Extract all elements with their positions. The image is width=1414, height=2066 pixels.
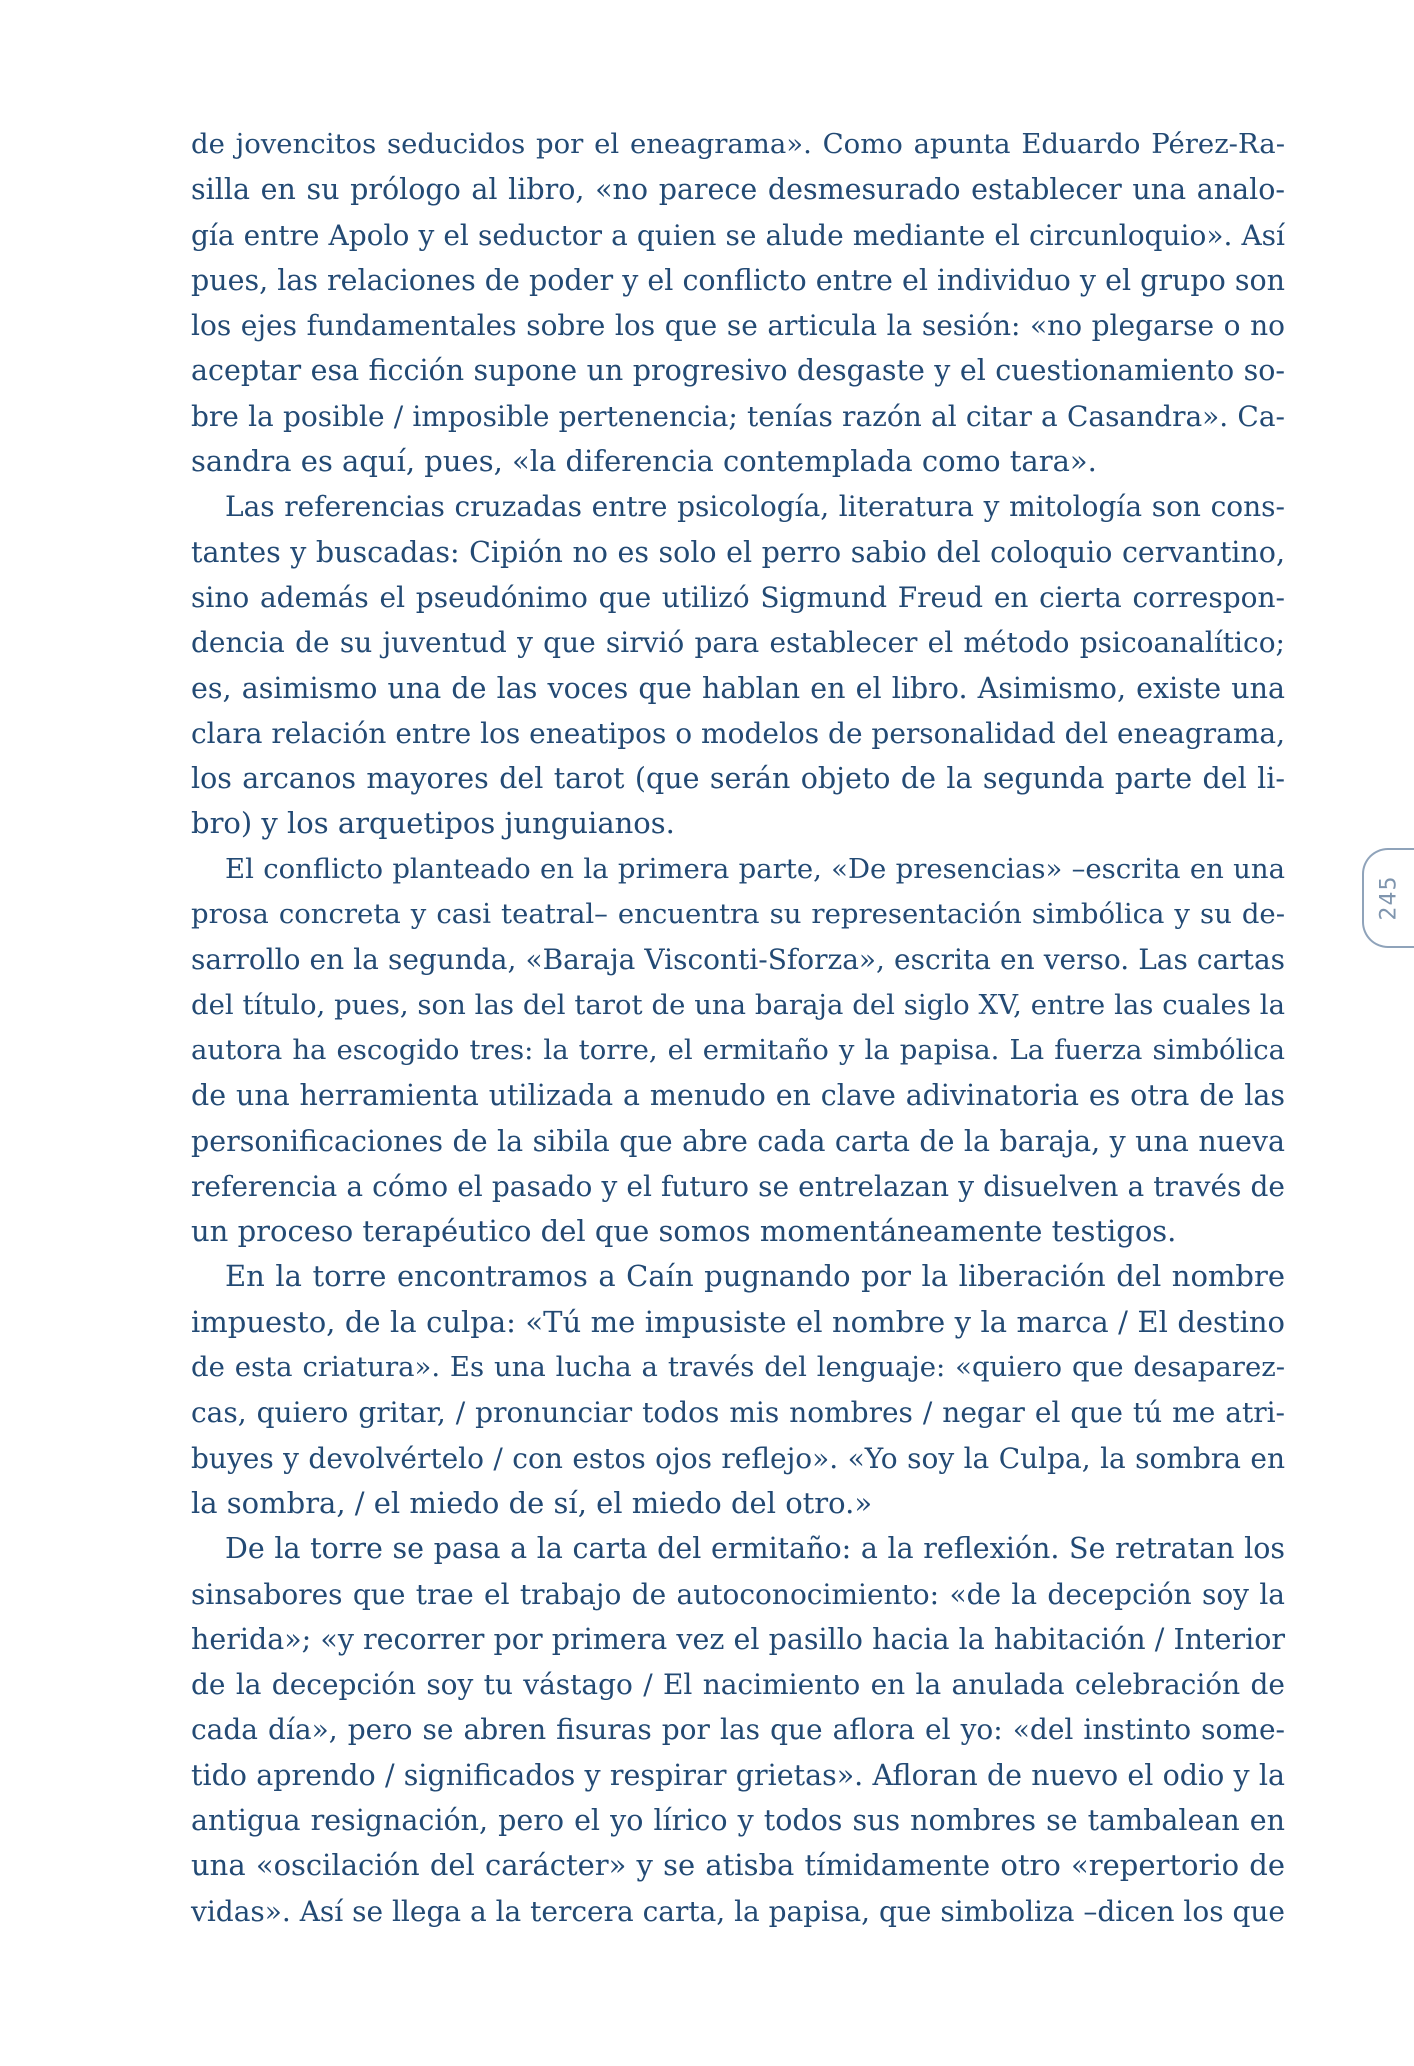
text-line: gía entre Apolo y el seductor a quien se alude mediante el circunloquio». Así: [191, 218, 1285, 252]
text-line: clara relación entre los eneatipos o modelos de personalidad del eneagrama,: [191, 716, 1285, 750]
text-line: del título, pues, son las del tarot de una baraja del siglo XV, entre las cuales la: [191, 988, 1285, 1021]
text-line: herida»; «y recorrer por primera vez el pasillo hacia la habitación / Interior: [191, 1622, 1285, 1656]
text-line: antigua resignación, pero el yo lírico y todos sus nombres se tambalean en: [191, 1803, 1285, 1837]
text-line: autora ha escogido tres: la torre, el ermitaño y la papisa. La fuerza simbólica: [191, 1033, 1285, 1066]
text-line: El conflicto planteado en la primera parte, «De presencias» –escrita en una: [225, 852, 1285, 885]
text-line: la sombra, / el miedo de sí, el miedo del otro.»: [191, 1485, 873, 1520]
text-line: sandra es aquí, pues, «la diferencia contemplada como tara».: [191, 444, 1097, 479]
text-line: vidas». Así se llega a la tercera carta, la papisa, que simboliza –dicen los que: [191, 1894, 1285, 1928]
text-line: silla en su prólogo al libro, «no parece desmesurado establecer una analo-: [191, 173, 1285, 207]
text-line: una «oscilación del carácter» y se atisba tímidamente otro «repertorio de: [191, 1848, 1285, 1883]
text-line: los arcanos mayores del tarot (que serán objeto de la segunda parte del li-: [191, 762, 1285, 796]
text-line: es, asimismo una de las voces que hablan en el libro. Asimismo, existe una: [191, 671, 1285, 705]
text-line: De la torre se pasa a la carta del ermitaño: a la reflexión. Se retratan los: [225, 1532, 1285, 1566]
text-line: sarrollo en la segunda, «Baraja Visconti-Sforza», escrita en verso. Las cartas: [191, 943, 1285, 977]
text-line: de esta criatura». Es una lucha a través del lenguaje: «quiero que desaparez-: [191, 1351, 1285, 1384]
text-line: personificaciones de la sibila que abre cada carta de la baraja, y una nueva: [191, 1124, 1285, 1158]
text-line: cada día», pero se abren fisuras por las que aflora el yo: «del instinto some-: [191, 1713, 1285, 1747]
text-line: bro) y los arquetipos junguianos.: [191, 806, 675, 841]
text-line: sinsabores que trae el trabajo de autoconocimiento: «de la decepción soy la: [191, 1577, 1285, 1611]
text-line: tantes y buscadas: Cipión no es solo el perro sabio del coloquio cervantino,: [191, 535, 1285, 569]
text-line: buyes y devolvértelo / con estos ojos reflejo». «Yo soy la Culpa, la sombra en: [191, 1441, 1285, 1475]
text-line: tido aprendo / significados y respirar grietas». Afloran de nuevo el odio y la: [191, 1758, 1285, 1792]
text-line: cas, quiero gritar, / pronunciar todos mis nombres / negar el que tú me atri-: [191, 1396, 1285, 1430]
text-line: impuesto, de la culpa: «Tú me impusiste el nombre y la marca / El destino: [191, 1304, 1285, 1339]
text-line: de una herramienta utilizada a menudo en clave adivinatoria es otra de las: [191, 1079, 1285, 1113]
text-line: sino además el pseudónimo que utilizó Sigmund Freud en cierta correspon-: [191, 580, 1285, 614]
text-line: referencia a cómo el pasado y el futuro se entrelazan y disuelven a través de: [191, 1169, 1285, 1203]
text-line: un proceso terapéutico del que somos momentáneamente testigos.: [191, 1214, 1177, 1249]
body-text: [191, 122, 1285, 1934]
page-number: 245: [1376, 875, 1402, 921]
text-line: En la torre encontramos a Caín pugnando por la liberación del nombre: [225, 1259, 1285, 1294]
text-line: Las referencias cruzadas entre psicología, literatura y mitología son cons-: [225, 490, 1285, 524]
text-line: bre la posible / imposible pertenencia; tenías razón al citar a Casandra». Ca-: [191, 399, 1285, 433]
text-line: los ejes fundamentales sobre los que se articula la sesión: «no plegarse o no: [191, 309, 1285, 343]
page-number-tab: [1362, 848, 1414, 948]
text-line: de jovencitos seducidos por el eneagrama». Como apunta Eduardo Pérez-Ra-: [191, 128, 1285, 160]
text-line: aceptar esa ficción supone un progresivo desgaste y el cuestionamiento so-: [191, 354, 1285, 388]
text-line: pues, las relaciones de poder y el conflicto entre el individuo y el grupo son: [191, 263, 1285, 297]
text-line: de la decepción soy tu vástago / El nacimiento en la anulada celebración de: [191, 1668, 1285, 1702]
text-line: prosa concreta y casi teatral– encuentra su representación simbólica y su de-: [191, 898, 1285, 931]
text-line: dencia de su juventud y que sirvió para establecer el método psicoanalítico;: [191, 626, 1285, 660]
